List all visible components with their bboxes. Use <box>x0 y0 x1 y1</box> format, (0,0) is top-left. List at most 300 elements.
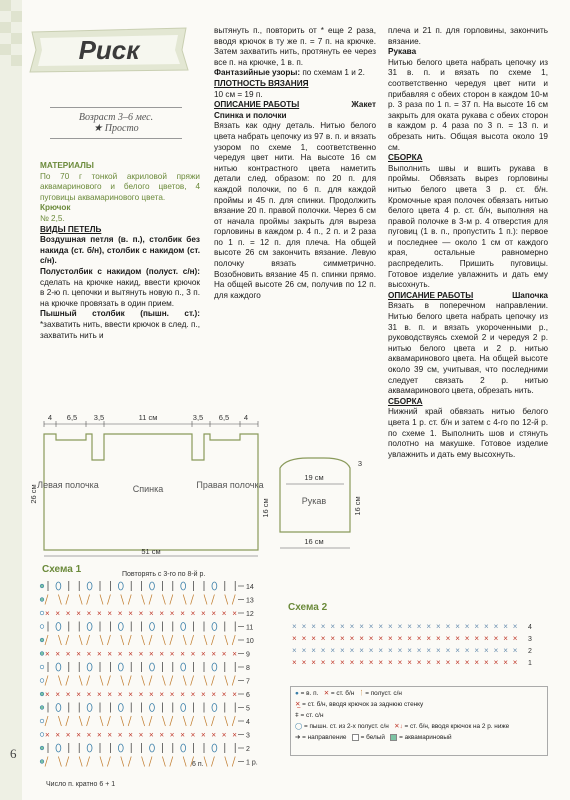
fan-stitch <box>58 716 61 726</box>
fan-stitch <box>87 676 90 686</box>
stitch-x: × <box>211 730 217 740</box>
stitch-x: × <box>436 634 441 643</box>
fan-stitch <box>66 757 69 767</box>
stitch-x: × <box>117 609 123 618</box>
stitch-x: × <box>493 622 499 631</box>
stitch-x: × <box>180 690 185 699</box>
stitch-x: × <box>349 646 355 655</box>
stitch-x: × <box>397 658 403 667</box>
stitch-x: × <box>512 646 518 655</box>
chain-stitch <box>40 746 44 750</box>
stitch-x: × <box>128 730 133 740</box>
stitch-x: × <box>330 658 336 667</box>
fan-stitch <box>107 716 110 726</box>
stitch-x: × <box>201 649 206 659</box>
puff-stitch <box>181 623 186 631</box>
stitch-x: × <box>149 730 154 740</box>
fan-stitch <box>170 676 173 686</box>
puff-stitch <box>56 704 61 712</box>
scheme-2-title: Схема 2 <box>288 602 328 613</box>
pattern-diagram <box>24 408 376 558</box>
fan-stitch <box>142 716 145 726</box>
puff-stitch <box>56 663 61 671</box>
stitch-x: × <box>416 658 422 667</box>
stitch-x: × <box>407 646 412 655</box>
stitch-x: × <box>65 609 71 618</box>
stitch-3: Пышный столбик (пышн. ст.): *захватить нить, ввести крючок в след. п., захватить нить и <box>40 309 200 340</box>
page-title: Риск <box>78 35 140 65</box>
stitch-x: × <box>359 634 364 643</box>
stitch-x: × <box>190 649 196 659</box>
fan-stitch <box>87 595 90 605</box>
chain-stitch <box>40 679 44 683</box>
pyshn-icon: ◯ <box>295 723 303 730</box>
puff-stitch <box>87 582 92 590</box>
stitch-x: × <box>359 658 364 667</box>
stitch-x: × <box>493 658 499 667</box>
stitch-x: × <box>378 634 384 643</box>
top-dimensions <box>48 413 248 422</box>
stitch-x: × <box>190 730 196 740</box>
stitch-x: × <box>65 690 71 699</box>
stitch-x: × <box>426 622 432 631</box>
stitch-x: × <box>97 609 102 618</box>
scheme-1-row-numbers <box>238 584 258 767</box>
fan-stitch <box>142 676 145 686</box>
chain-stitch <box>40 733 44 737</box>
stitch-x: × <box>159 730 165 740</box>
sleeve-label: Рукав <box>301 496 327 506</box>
stitch-x: × <box>388 646 393 655</box>
stitch-x: × <box>474 658 480 667</box>
stitch-x: × <box>503 634 508 643</box>
fan-stitch <box>225 676 228 686</box>
stitch-x: × <box>232 649 237 659</box>
stitch-x: × <box>45 609 50 618</box>
fan-stitch <box>79 757 82 767</box>
fan-stitch <box>204 635 207 645</box>
scheme-1-note: Число п. кратно 6 + 1 <box>46 781 116 788</box>
puff-stitch <box>56 744 61 752</box>
stitch-x: × <box>512 658 518 667</box>
fan-stitch <box>79 635 82 645</box>
stsn-icon: ǂ <box>295 712 299 719</box>
stbn-icon: ✕ <box>323 690 330 697</box>
materials-text: По 70 г тонкой акриловой пряжи аквамаринового и белого цветов, 4 пуговицы аквамаринового цвета. <box>40 171 200 202</box>
dim-label: 11 см <box>138 413 158 422</box>
puff-stitch <box>56 623 61 631</box>
direction-icon: ➔ <box>295 734 301 741</box>
fan-stitch <box>183 716 186 726</box>
sleeve-side-label-2: 16 см <box>353 496 362 516</box>
stitch-x: × <box>211 690 217 699</box>
stitch-x: × <box>464 658 470 667</box>
puff-stitch <box>87 623 92 631</box>
stitch-x: × <box>169 690 175 699</box>
stitch-x: × <box>436 646 441 655</box>
height-label: 26 см <box>29 484 38 504</box>
paragraph: вытянуть п., повторить от * еще 2 раза, вводя крючок в ту же п. = 7 п. на крючке. Затем захватить нить, протянуть ее через все п. на крючке, 1 в. п. <box>214 26 376 67</box>
fan-stitch <box>142 635 145 645</box>
fan-stitch <box>149 716 152 726</box>
sleeve-bottom-label: 16 см <box>304 537 324 546</box>
ch-icon: ✕↓ <box>394 723 403 730</box>
paragraph: Вязать в поперечном направлении. Нитью белого цвета набрать цепочку из 31 в. п. и вязать укороченными р., руководствуясь схемой 2 и чередуя 2 р. нитью белого цвета и 2 р. нитью аквамаринового цвета. На общей высоте около 39 см, учитывая, что последними следует связать 2 р. нитью аквамаринового цвета, обрезать нить. <box>388 301 548 396</box>
inner-height-label: 16 см <box>261 498 270 518</box>
stitch-x: × <box>388 658 393 667</box>
fan-stitch <box>183 676 186 686</box>
stitch-x: × <box>55 730 61 740</box>
fan-stitch <box>225 595 228 605</box>
stitch-x: × <box>311 622 316 631</box>
back-wall-icon: ✕̲ <box>295 701 301 708</box>
sleeve-top-label: 19 см <box>304 473 324 482</box>
legend-row: ǂ = ст. с/н <box>295 712 324 719</box>
row-number: 5 <box>246 705 250 713</box>
age-label: Возраст 3–6 мес. <box>78 112 154 123</box>
stitch-x: × <box>474 634 480 643</box>
stitch-x: × <box>330 634 336 643</box>
stitch-x: × <box>169 730 175 740</box>
stitch-x: × <box>464 634 470 643</box>
chain-stitch <box>40 760 44 764</box>
level-text: Просто <box>104 123 139 134</box>
stitch-x: × <box>86 730 92 740</box>
fan-stitch <box>162 595 165 605</box>
stitch-x: × <box>149 690 154 699</box>
vp-icon: ● <box>295 690 299 697</box>
fan-stitch <box>58 595 61 605</box>
chain-stitch <box>40 719 44 723</box>
stitch-x: × <box>330 622 336 631</box>
stitch-x: × <box>512 634 518 643</box>
stitch-x: × <box>359 646 364 655</box>
stitch-x: × <box>180 649 185 659</box>
fan-stitch <box>204 595 207 605</box>
fan-stitch <box>128 716 131 726</box>
puff-stitch <box>118 623 123 631</box>
stitch-x: × <box>484 634 489 643</box>
puff-stitch <box>150 582 155 590</box>
stitch-x: × <box>149 609 154 618</box>
row-number: 2 <box>246 746 250 753</box>
stitch-x: × <box>368 646 374 655</box>
fan-stitch <box>142 595 145 605</box>
stitch-x: × <box>180 730 185 740</box>
fan-stitch <box>204 757 207 767</box>
chain-stitch <box>40 665 44 669</box>
stitch-x: × <box>76 730 81 740</box>
stitch-x: × <box>445 658 451 667</box>
stitch-x: × <box>45 690 50 699</box>
stitch-x: × <box>138 690 144 699</box>
paragraph: Выполнить швы и вшить рукава в проймы. Обвязать вырез горловины нитью белого цвета 3 р. ст. б/н. Кромочные края полочек обвязать нитью белого цвета 4 р. ст. б/н, выполняя на правой полочке в 3-м р. 4 отверстия для пуговиц (1 в. п., пропустить 1 п.): первое и последнее — около 1 см от каждого края, остальные равномерно распределить. Пришить пуговицы. Готовое изделие увлажнить и дать ему высохнуть. <box>388 163 548 290</box>
fan-stitch <box>162 635 165 645</box>
stitch-x: × <box>349 658 355 667</box>
fan-stitch <box>79 676 82 686</box>
stitch-x: × <box>484 658 489 667</box>
stitch-x: × <box>128 690 133 699</box>
star-icon: ★ <box>93 123 103 134</box>
level-label <box>40 123 192 134</box>
stitch-x: × <box>349 634 355 643</box>
sleeves-heading: Рукава <box>388 47 417 57</box>
fan-stitch <box>232 716 235 726</box>
fan-stitch <box>211 716 214 726</box>
row-number: 6 <box>246 692 250 699</box>
fan-stitch <box>142 757 145 767</box>
stitch-x: × <box>436 658 441 667</box>
fan-stitch <box>121 635 124 645</box>
stitch-x: × <box>301 634 307 643</box>
front-back-heading: Спинка и полочки <box>214 110 287 120</box>
stitch-x: × <box>201 609 206 618</box>
fan-stitch <box>225 716 228 726</box>
puff-stitch <box>181 704 186 712</box>
puff-stitch <box>212 744 217 752</box>
stitch-x: × <box>138 609 144 618</box>
stitch-x: × <box>368 622 374 631</box>
stitch-x: × <box>455 658 460 667</box>
stitch-x: × <box>378 622 384 631</box>
stitch-x: × <box>55 690 61 699</box>
stitch-x: × <box>407 622 412 631</box>
stitch-x: × <box>301 646 307 655</box>
fan-stitch <box>79 595 82 605</box>
stitch-x: × <box>301 658 307 667</box>
puff-stitch <box>150 704 155 712</box>
stitch-x: × <box>159 609 165 618</box>
puff-stitch <box>118 663 123 671</box>
row-number: 3 <box>528 636 532 643</box>
chain-stitch <box>40 584 44 588</box>
fan-stitch <box>170 635 173 645</box>
stitch-x: × <box>464 646 470 655</box>
stitch-x: × <box>117 730 123 740</box>
stitch-x: × <box>292 658 297 667</box>
stitch-x: × <box>311 634 316 643</box>
stitch-x: × <box>455 646 460 655</box>
row-number: 4 <box>528 624 532 631</box>
fan-stitch <box>170 595 173 605</box>
dim-label: 4 <box>47 413 53 422</box>
stitch-x: × <box>76 609 81 618</box>
stitch-x: × <box>55 649 61 659</box>
stitch-x: × <box>426 658 432 667</box>
stitch-x: × <box>128 649 133 659</box>
stitch-x: × <box>378 646 384 655</box>
stitch-x: × <box>86 649 92 659</box>
fan-stitch <box>66 716 69 726</box>
stitch-x: × <box>320 646 326 655</box>
stitch-x: × <box>76 690 81 699</box>
stitch-x: × <box>232 690 237 699</box>
fan-stitch <box>183 635 186 645</box>
puff-stitch <box>87 704 92 712</box>
stitch-x: × <box>503 622 508 631</box>
stitch-x: × <box>221 649 227 659</box>
stitch-x: × <box>445 622 451 631</box>
fan-stitch <box>45 676 48 686</box>
stitch-x: × <box>169 649 175 659</box>
fan-stitch <box>100 676 103 686</box>
puff-stitch <box>212 704 217 712</box>
fan-stitch <box>149 635 152 645</box>
fan-stitch <box>58 635 61 645</box>
row-number: 3 <box>246 732 250 740</box>
stitch-x: × <box>330 646 336 655</box>
fan-stitch <box>191 595 194 605</box>
stitch-x: × <box>436 622 441 631</box>
stitch-x: × <box>201 690 206 699</box>
fan-stitch <box>87 757 90 767</box>
stitch-2: Полустолбик с накидом (полуст. с/н): сделать на крючке накид, ввести крючок в 2-ю п. цепочки и вытянуть новую п., 3 п. на крючке провязать в один прием. <box>40 266 200 308</box>
fan-stitch <box>191 716 194 726</box>
puff-stitch <box>87 663 92 671</box>
stitch-x: × <box>45 730 50 740</box>
fan-stitch <box>162 676 165 686</box>
work-heading: ОПИСАНИЕ РАБОТЫ Жакет <box>214 100 376 110</box>
stitch-x: × <box>301 622 307 631</box>
materials-heading: МАТЕРИАЛЫ <box>40 161 94 170</box>
fan-stitch <box>66 676 69 686</box>
fan-stitch <box>128 635 131 645</box>
paragraph: плеча и 21 п. для горловины, закончить вязание. <box>388 26 548 46</box>
stitch-x: × <box>221 609 227 618</box>
divider <box>50 138 182 139</box>
puff-stitch <box>150 744 155 752</box>
scheme-1-grid <box>40 581 237 767</box>
stitch-x: × <box>201 730 206 740</box>
fan-stitch <box>58 757 61 767</box>
scheme-1-bottom: 6 п. <box>192 761 204 768</box>
stitch-x: × <box>426 634 432 643</box>
fan-stitch <box>107 595 110 605</box>
stitch-x: × <box>97 690 102 699</box>
stitch-x: × <box>340 646 345 655</box>
row-number: 4 <box>246 719 250 726</box>
fan-stitch <box>79 716 82 726</box>
stitch-x: × <box>292 646 297 655</box>
row-number: 12 <box>246 611 254 618</box>
fan-stitch <box>45 757 48 767</box>
puff-stitch <box>212 663 217 671</box>
puff-stitch <box>150 663 155 671</box>
column-1 <box>40 161 200 341</box>
stitch-x: × <box>221 730 227 740</box>
stitch-x: × <box>388 634 393 643</box>
row-number: 8 <box>246 665 250 672</box>
stitch-x: × <box>320 658 326 667</box>
fan-stitch <box>100 595 103 605</box>
fan-stitch <box>87 716 90 726</box>
paragraph: Вязать как одну деталь. Нитью белого цвета набрать цепочку из 97 в. п. и вязать узором по схеме 1, соответственно чередуя цвет нити. На высоте 16 см нитью контрастного цвета наметить детали след. образом: по 20 п. для каждой полочки, по 6 п. для каждой проймы и 45 п. для спинки. Продолжить вязание 20 п. правой полочки. Через 6 см от начала проймы закрыть для выреза горловины в каждом р. 4 п., 2 п. и 2 раза по 1 п. = 12 п. для плеча. На общей высоте 26 см закончить вязание. Левую полочку вязать симметрично. Возобновить вязание 45 п. спинки прямо. На общей высоте 26 см, получив по 12 п. для каждого <box>214 121 376 300</box>
fan-stitch <box>211 676 214 686</box>
paragraph: Нижний край обвязать нитью белого цвета 1 р. ст. б/н и затем с 4-го по 12-й р. по схеме 1. Выполнить шов и стянуть полотно на макушке. Готовое изделие увлажнить и дать ему высохнуть. <box>388 407 548 459</box>
hook-text: № 2,5. <box>40 213 65 223</box>
stitch-x: × <box>426 646 432 655</box>
fan-stitch <box>121 595 124 605</box>
fan-stitch <box>232 757 235 767</box>
fan-stitch <box>128 595 131 605</box>
fan-stitch <box>87 635 90 645</box>
column-3 <box>388 26 548 460</box>
stitch-x: × <box>368 634 374 643</box>
stitch-x: × <box>474 622 480 631</box>
fan-stitch <box>128 757 131 767</box>
stitch-x: × <box>159 649 165 659</box>
row-number: 10 <box>246 638 254 645</box>
stitch-x: × <box>493 646 499 655</box>
right-front-label: Правая полочка <box>196 480 264 490</box>
fan-stitch <box>232 676 235 686</box>
chain-stitch <box>40 692 44 696</box>
stitch-x: × <box>232 730 237 740</box>
fan-stitch <box>100 757 103 767</box>
fan-stitch <box>183 757 186 767</box>
stitch-x: × <box>180 609 185 618</box>
fan-stitch <box>45 716 48 726</box>
fan-stitch <box>162 757 165 767</box>
fan-stitch <box>225 635 228 645</box>
fan-stitch <box>170 757 173 767</box>
fan-stitch <box>225 757 228 767</box>
stitch-x: × <box>349 622 355 631</box>
puff-stitch <box>87 744 92 752</box>
fan-stitch <box>232 595 235 605</box>
divider <box>50 107 182 108</box>
scheme-1-repeat: Повторять с 3-го по 8-й р. <box>122 571 206 578</box>
stitch-x: × <box>493 634 499 643</box>
chain-stitch <box>40 598 44 602</box>
puff-stitch <box>181 744 186 752</box>
back-label: Спинка <box>132 484 164 494</box>
stitch-x: × <box>128 609 133 618</box>
width-label: 51 см <box>141 547 161 556</box>
stitch-x: × <box>388 622 393 631</box>
white-swatch <box>352 734 359 741</box>
fan-stitch <box>121 676 124 686</box>
fan-stitch <box>149 676 152 686</box>
stitch-x: × <box>107 730 113 740</box>
stitch-x: × <box>86 690 92 699</box>
stitch-x: × <box>320 622 326 631</box>
stitch-x: × <box>397 622 403 631</box>
fan-stitch <box>191 676 194 686</box>
stitch-x: × <box>149 649 154 659</box>
stitch-x: × <box>474 646 480 655</box>
puff-stitch <box>181 663 186 671</box>
stitch-x: × <box>445 634 451 643</box>
stitch-x: × <box>292 634 297 643</box>
assembly-heading-2: СБОРКА <box>388 396 423 406</box>
chain-stitch <box>40 652 44 656</box>
stitch-x: × <box>159 690 165 699</box>
puff-stitch <box>181 582 186 590</box>
row-number: 14 <box>246 584 254 591</box>
stitch-x: × <box>211 649 217 659</box>
stitch-x: × <box>311 658 316 667</box>
legend-row: ◯ = пышн. ст. из 2-х полуст. с/н ✕↓ = ст. б/н, вводя крючок на 2 р. ниже <box>295 723 510 730</box>
row-number: 11 <box>246 624 254 632</box>
stitch-x: × <box>359 622 364 631</box>
stitch-x: × <box>503 646 508 655</box>
stitch-x: × <box>117 649 123 659</box>
stitch-x: × <box>292 622 297 631</box>
chain-stitch <box>40 638 44 642</box>
fan-stitch <box>100 635 103 645</box>
row-number: 7 <box>246 678 250 686</box>
